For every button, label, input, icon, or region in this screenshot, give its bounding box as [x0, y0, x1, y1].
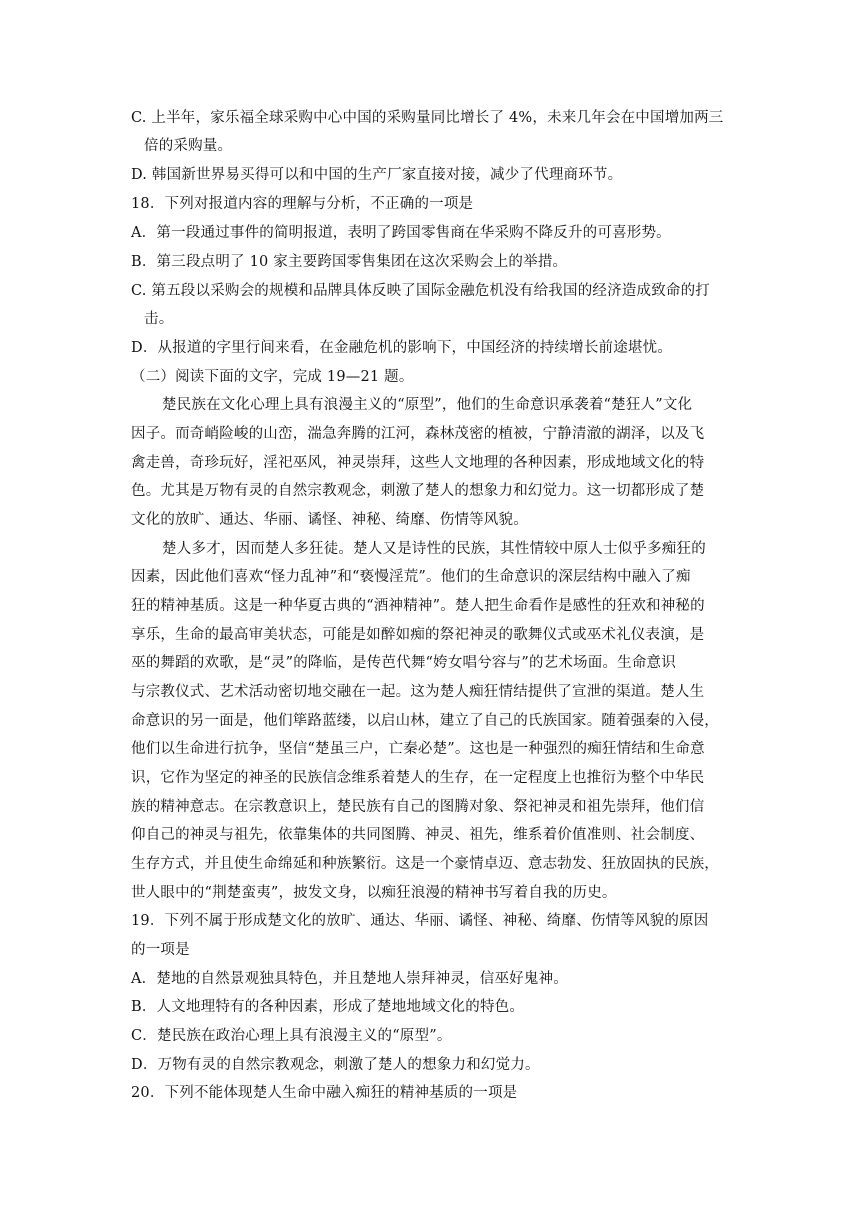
passage-line: 命意识的另一面是，他们筚路蓝缕，以启山林，建立了自己的氏族国家。随着强秦的入侵，	[131, 713, 719, 729]
passage-line: 禽走兽，奇珍玩好，淫祀巫风，神灵崇拜，这些人文地理的各种因素，形成地域文化的特	[131, 455, 705, 471]
question-20: 20．下列不能体现楚人生命中融入痴狂的精神基质的一项是	[131, 1085, 518, 1101]
q19-option-c: C．楚民族在政治心理上具有浪漫主义的“原型”。	[131, 1028, 452, 1044]
q19-option-b: B．人文地理特有的各种因素，形成了楚地地域文化的特色。	[131, 999, 525, 1015]
passage-line: 楚人多才，因而楚人多狂徒。楚人又是诗性的民族，其性情较中原人士似乎多痴狂的	[162, 541, 706, 557]
question-19-continuation: 的一项是	[131, 942, 190, 958]
q19-option-d: D．万物有灵的自然宗教观念，刺激了楚人的想象力和幻觉力。	[131, 1057, 540, 1073]
q18-option-a: A．第一段通过事件的简明报道，表明了跨国零售商在华采购不降反升的可喜形势。	[131, 225, 671, 241]
q19-option-a: A．楚地的自然景观独具特色，并且楚地人崇拜神灵，信巫好鬼神。	[131, 971, 568, 987]
q18-option-c: C. 第五段以采购会的规模和品牌具体反映了国际金融危机没有给我国的经济造成致命的打	[131, 283, 710, 299]
passage-line: 他们以生命进行抗争，坚信“楚虽三户，亡秦必楚”。这也是一种强烈的痴狂情结和生命意	[131, 741, 705, 757]
option-d-line: D. 韩国新世界易买得可以和中国的生产厂家直接对接，减少了代理商环节。	[131, 167, 623, 183]
passage-line: 巫的舞蹈的欢歌，是“灵”的降临，是传芭代舞“姱女唱兮容与”的艺术场面。生命意识	[131, 655, 676, 671]
passage-line: 世人眼中的“荆楚蛮夷”，披发文身，以痴狂浪漫的精神书写着自我的历史。	[131, 885, 617, 901]
passage-line: 因子。而奇峭险峻的山峦，湍急奔腾的江河，森林茂密的植被，宁静清澈的湖泽，以及飞	[131, 426, 705, 442]
passage-line: 因素，因此他们喜欢“怪力乱神”和“亵慢淫荒”。他们的生命意识的深层结构中融入了痴	[131, 569, 691, 585]
option-c-line: C. 上半年，家乐福全球采购中心中国的采购量同比增长了 4%，未来几年会在中国增加两三	[131, 110, 724, 126]
section-heading: （二）阅读下面的文字，完成 19—21 题。	[131, 369, 414, 385]
passage-line: 文化的放旷、通达、华丽、谲怪、神秘、绮靡、伤情等风貌。	[131, 512, 528, 528]
question-19: 19．下列不属于形成楚文化的放旷、通达、华丽、谲怪、神秘、绮靡、伤情等风貌的原因	[131, 913, 709, 929]
q18-option-d: D．从报道的字里行间来看，在金融危机的影响下，中国经济的持续增长前途堪忧。	[131, 340, 673, 356]
q18-option-c-continuation: 击。	[144, 311, 174, 327]
passage-line: 色。尤其是万物有灵的自然宗教观念，刺激了楚人的想象力和幻觉力。这一切都形成了楚	[131, 483, 705, 499]
passage-line: 狂的精神基质。这是一种华夏古典的“酒神精神”。楚人把生命看作是感性的狂欢和神秘的	[131, 598, 705, 614]
passage-line: 族的精神意志。在宗教意识上，楚民族有自己的图腾对象、祭祀神灵和祖先崇拜，他们信	[131, 799, 705, 815]
passage-line: 仰自己的神灵与祖先，依靠集体的共同图腾、神灵、祖先，维系着价值准则、社会制度、	[131, 827, 705, 843]
passage-line: 生存方式，并且使生命绵延和种族繁衍。这是一个豪情卓迈、意志勃发、狂放固执的民族，	[131, 856, 719, 872]
passage-line: 识，它作为坚定的神圣的民族信念维系着楚人的生存，在一定程度上也推衍为整个中华民	[131, 770, 705, 786]
option-c-continuation: 倍的采购量。	[144, 138, 233, 154]
question-18: 18．下列对报道内容的理解与分析，不正确的一项是	[131, 196, 474, 212]
passage-line: 与宗教仪式、艺术活动密切地交融在一起。这为楚人痴狂情结提供了宣泄的渠道。楚人生	[131, 684, 705, 700]
passage-line: 享乐，生命的最高审美状态，可能是如醉如痴的祭祀神灵的歌舞仪式或巫术礼仪表演，是	[131, 627, 705, 643]
q18-option-b: B．第三段点明了 10 家主要跨国零售集团在这次采购会上的举措。	[131, 254, 568, 270]
passage-line: 楚民族在文化心理上具有浪漫主义的“原型”，他们的生命意识承袭着“楚狂人”文化	[162, 397, 693, 413]
